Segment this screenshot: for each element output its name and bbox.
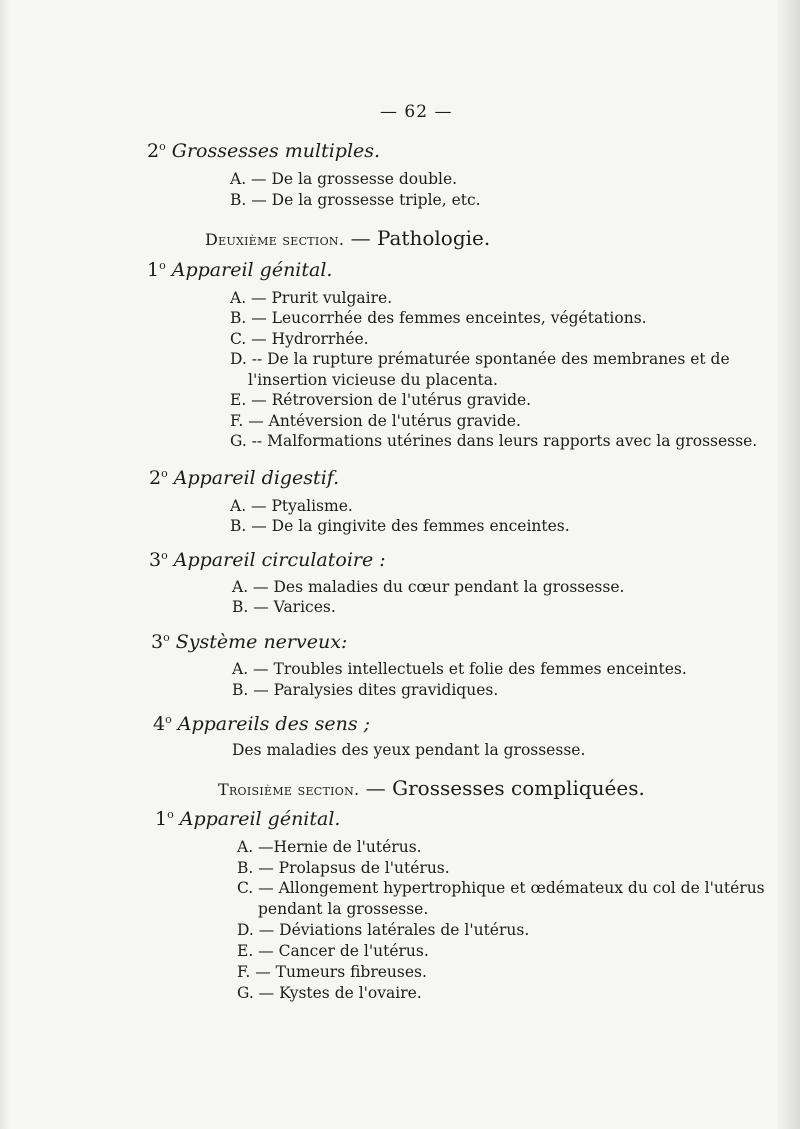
heading-appareils-des-sens	[153, 713, 370, 735]
heading-number: 3	[151, 631, 164, 653]
list-item: A. — Troubles intellectuels et folie des femmes enceintes.	[232, 660, 687, 678]
heading-number: 4	[153, 713, 166, 735]
heading-appareil-genital-2	[155, 808, 340, 830]
list-item-continuation: l'insertion vicieuse du placenta.	[248, 371, 498, 389]
list-item: F. — Antéversion de l'utérus gravide.	[230, 412, 521, 430]
heading-text: Appareil circulatoire :	[173, 549, 386, 571]
list-item: A. — Des maladies du cœur pendant la grossesse.	[232, 578, 625, 596]
list-item: B. — Leucorrhée des femmes enceintes, végétations.	[230, 309, 647, 327]
list-item: C. — Hydrorrhée.	[230, 330, 369, 348]
list-item-continuation: pendant la grossesse.	[258, 900, 429, 918]
heading-text: Grossesses multiples.	[171, 140, 381, 162]
section-title: Grossesses compliquées.	[392, 776, 645, 800]
page-edge-left	[0, 0, 10, 1129]
section-dash: —	[344, 226, 377, 250]
list-item: A. —Hernie de l'utérus.	[237, 838, 422, 856]
list-item: B. — De la grossesse triple, etc.	[230, 191, 481, 209]
heading-appareil-circulatoire	[149, 549, 386, 571]
heading-text: Appareil digestif.	[173, 467, 340, 489]
list-item: D. -- De la rupture prématurée spontanée des membranes et de	[230, 350, 730, 368]
list-item: B. — Varices.	[232, 598, 336, 616]
heading-ordinal: o	[163, 631, 170, 644]
page-number: — 62 —	[380, 102, 453, 122]
heading-ordinal: o	[161, 549, 168, 562]
list-item: A. — De la grossesse double.	[230, 170, 458, 188]
list-item: F. — Tumeurs fibreuses.	[237, 963, 427, 981]
section-heading-deuxieme	[205, 226, 490, 250]
section-label: Troisième section.	[218, 780, 360, 799]
heading-number: 2	[147, 140, 160, 162]
heading-ordinal: o	[159, 259, 166, 272]
heading-number: 3	[149, 549, 162, 571]
list-item: B. — Prolapsus de l'utérus.	[237, 859, 450, 877]
section-label: Deuxième section.	[205, 230, 345, 249]
section-heading-troisieme	[218, 776, 645, 800]
list-item: B. — De la gingivite des femmes enceintes.	[230, 517, 570, 535]
list-item: B. — Paralysies dites gravidiques.	[232, 681, 499, 699]
list-item: G. — Kystes de l'ovaire.	[237, 984, 422, 1002]
heading-number: 1	[147, 259, 160, 281]
heading-text: Appareils des sens ;	[177, 713, 371, 735]
heading-text: Système nerveux:	[175, 631, 348, 653]
list-item: A. — Ptyalisme.	[230, 497, 353, 515]
heading-systeme-nerveux	[151, 631, 347, 653]
section-title: Pathologie.	[376, 226, 491, 250]
heading-text: Appareil génital.	[179, 808, 341, 830]
heading-ordinal: o	[165, 713, 172, 726]
list-item: C. — Allongement hypertrophique et œdémateux du col de l'utérus	[237, 879, 765, 897]
list-item: A. — Prurit vulgaire.	[230, 289, 393, 307]
heading-ordinal: o	[167, 808, 174, 821]
heading-grossesses-multiples	[147, 140, 380, 162]
list-item: E. — Rétroversion de l'utérus gravide.	[230, 391, 532, 409]
list-item: G. -- Malformations utérines dans leurs rapports avec la grossesse.	[230, 432, 758, 450]
heading-ordinal: o	[161, 467, 168, 480]
heading-ordinal: o	[159, 140, 166, 153]
section-dash: —	[359, 776, 393, 800]
list-item: E. — Cancer de l'utérus.	[237, 942, 429, 960]
list-item: Des maladies des yeux pendant la grossesse.	[232, 741, 586, 759]
heading-text: Appareil génital.	[171, 259, 333, 281]
heading-number: 1	[155, 808, 168, 830]
list-item: D. — Déviations latérales de l'utérus.	[237, 921, 530, 939]
heading-number: 2	[149, 467, 162, 489]
heading-appareil-genital	[147, 259, 332, 281]
heading-appareil-digestif	[149, 467, 339, 489]
page-edge-right	[778, 0, 800, 1129]
